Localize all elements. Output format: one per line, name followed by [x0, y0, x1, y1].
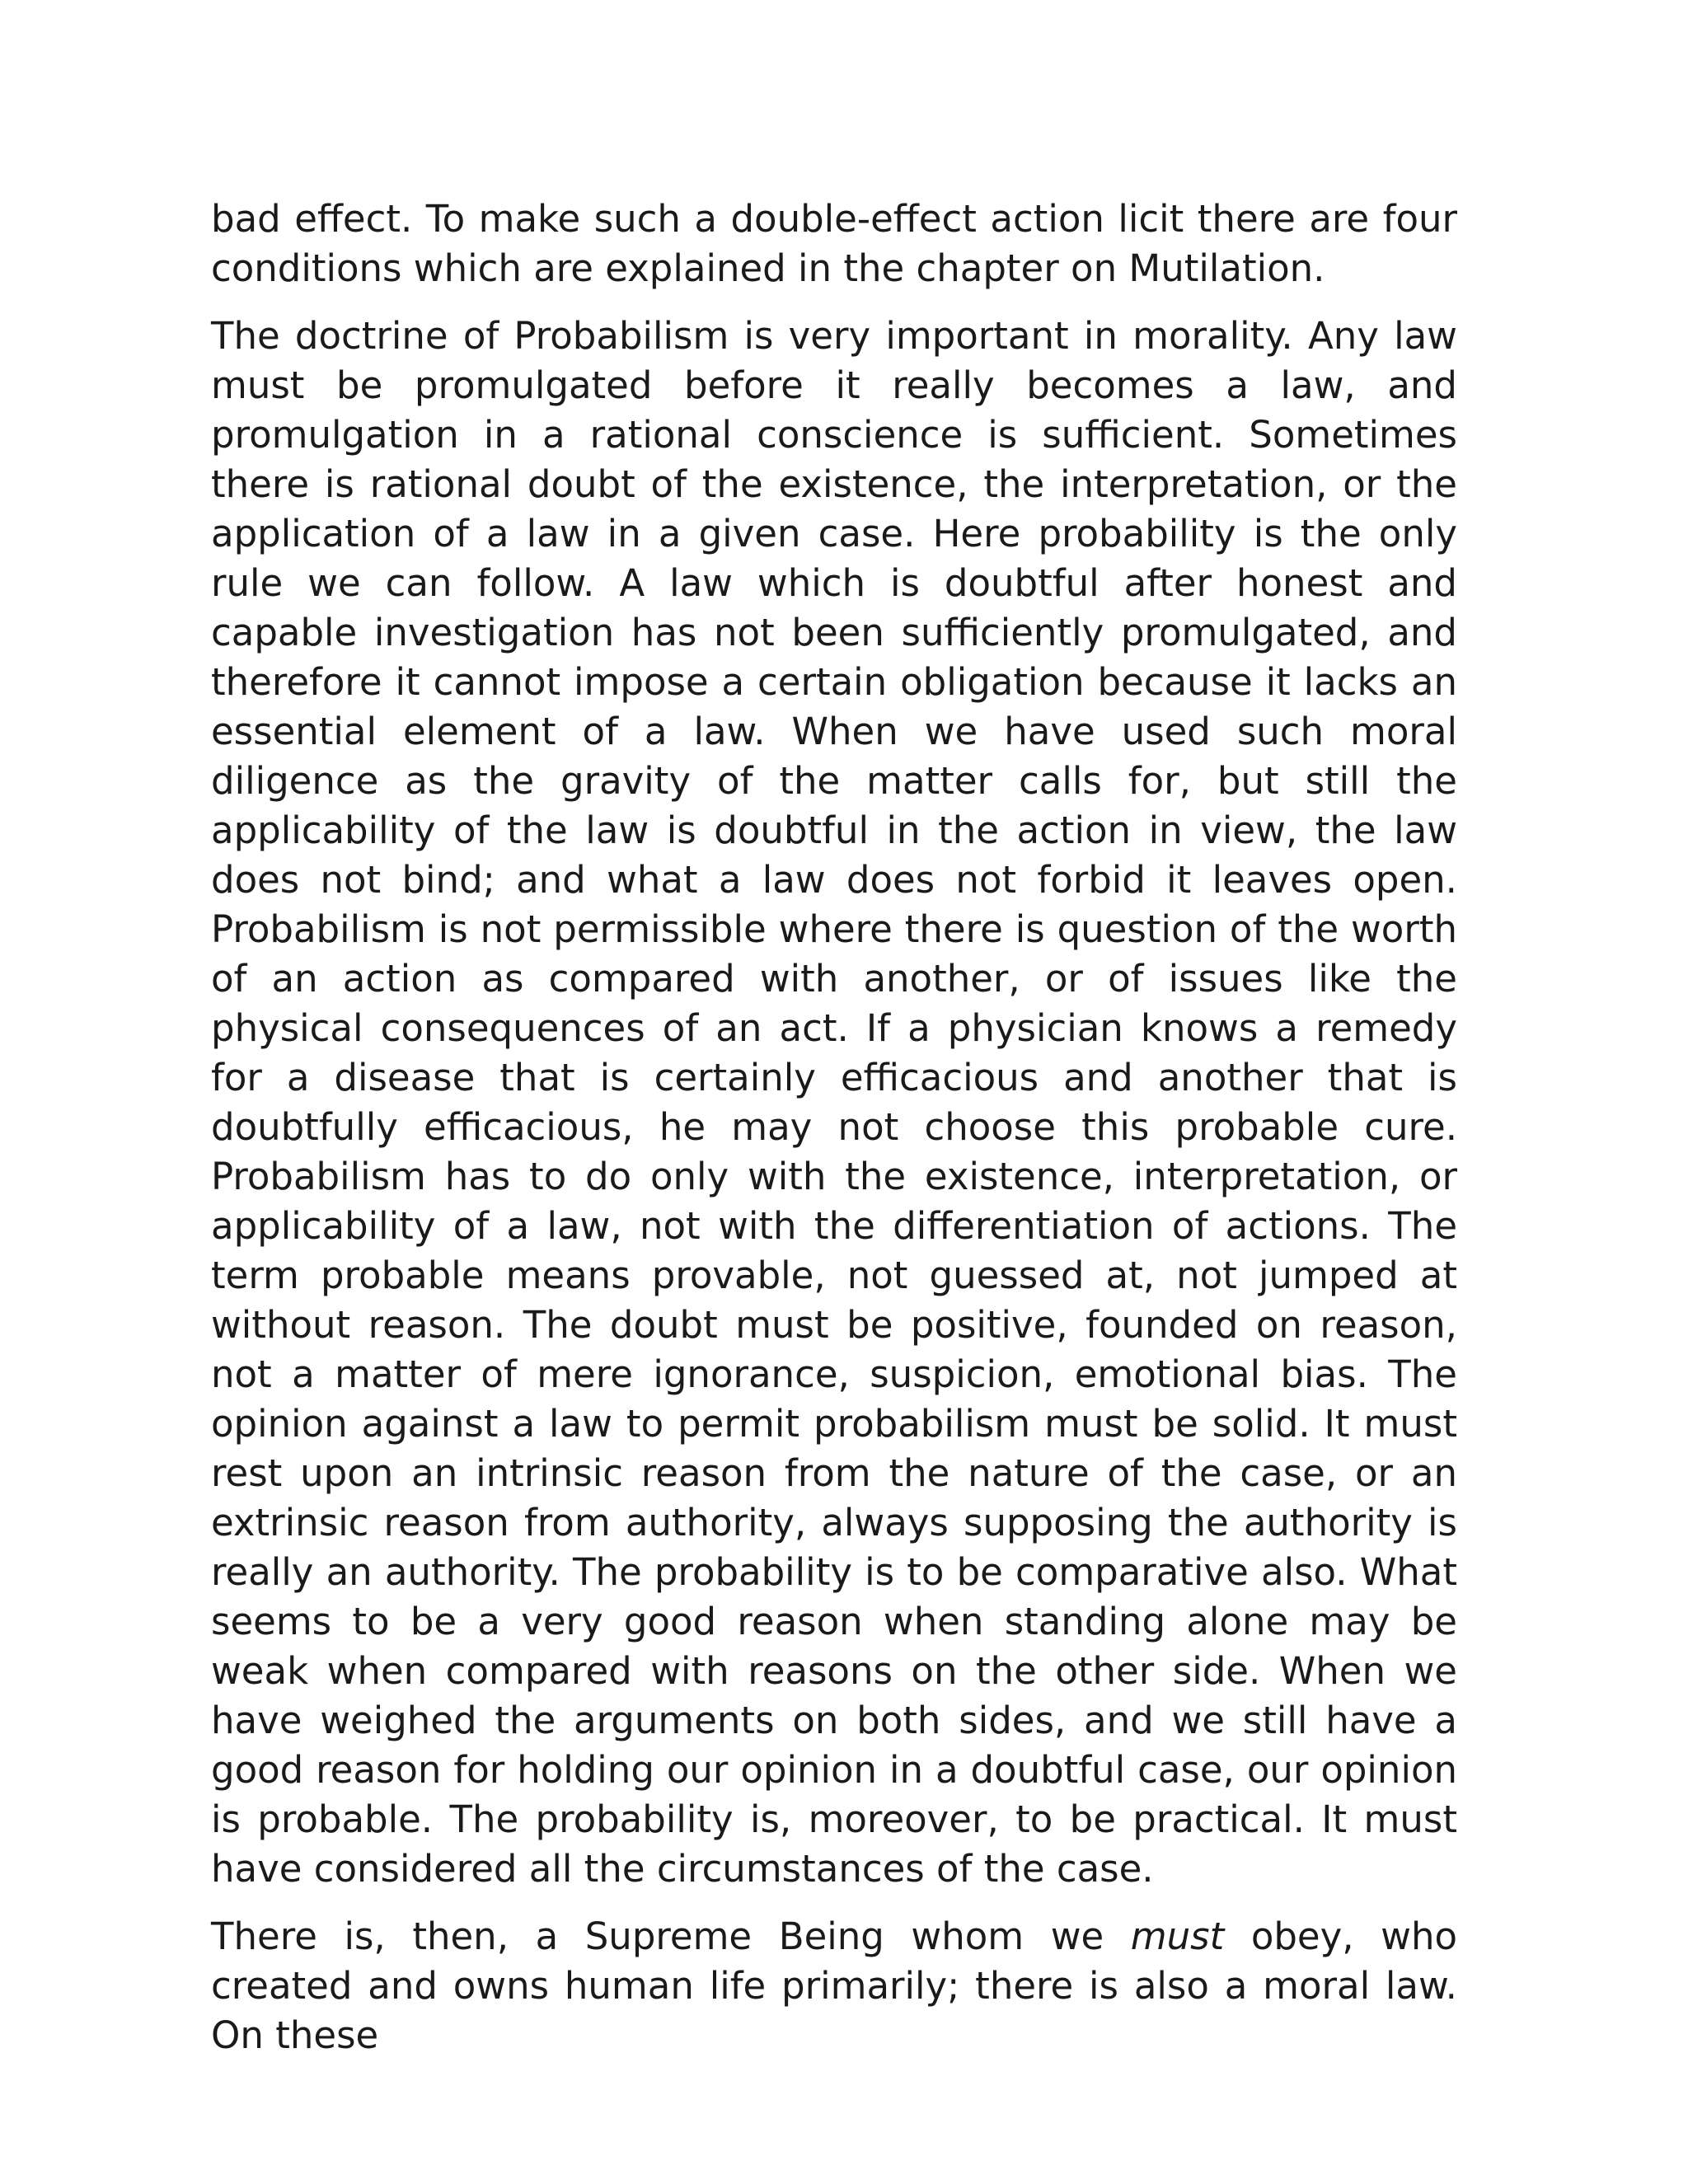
paragraph-1	[211, 194, 1457, 293]
paragraph-3-emphasis: must	[1130, 1915, 1225, 1958]
paragraph-3-text-after: obey, who created and owns human life primarily; there is also a moral law. On these	[211, 1915, 1457, 2057]
paragraph-2-text: The doctrine of Probabilism is very important in morality. Any law must be promulgated before it really becomes a law, and promulgation in a rational conscience is sufficient. Sometimes there is rational doubt of the existence, the interpretation, or the application of a law in a given case. Here probability is the only rule we can follow. A law which is doubtful after honest and capable investigation has not been sufficiently promulgated, and therefore it cannot impose a certain obligation because it lacks an essential element of a law. When we have used such moral diligence as the gravity of the matter calls for, but still the applicability of the law is doubtful in the action in view, the law does not bind; and what a law does not forbid it leaves open. Probabilism is not permissible where there is question of the worth of an action as compared with another, or of issues like the physical consequences of an act. If a physician knows a remedy for a disease that is certainly efficacious and another that is doubtfully efficacious, he may not choose this probable cure. Probabilism has to do only with the existence, interpretation, or applicability of a law, not with the differentiation of actions. The term probable means provable, not guessed at, not jumped at without reason. The doubt must be positive, founded on reason, not a matter of mere ignorance, suspicion, emotional bias. The opinion against a law to permit probabilism must be solid. It must rest upon an intrinsic reason from the nature of the case, or an extrinsic reason from authority, always supposing the authority is really an authority. The probability is to be comparative also. What seems to be a very good reason when standing alone may be weak when compared with reasons on the other side. When we have weighed the arguments on both sides, and we still have a good reason for holding our opinion in a doubtful case, our opinion is probable. The probability is, moreover, to be practical. It must have considered all the circumstances of the case.	[211, 314, 1457, 1891]
paragraph-2	[211, 312, 1457, 1894]
paragraph-3	[211, 1912, 1457, 2060]
paragraph-1-text: bad effect. To make such a double-effect action licit there are four conditions which are explained in the chapter on Mutilation.	[211, 197, 1457, 290]
paragraph-3-text-before: There is, then, a Supreme Being whom we	[211, 1915, 1131, 1958]
document-page	[211, 194, 1457, 2079]
